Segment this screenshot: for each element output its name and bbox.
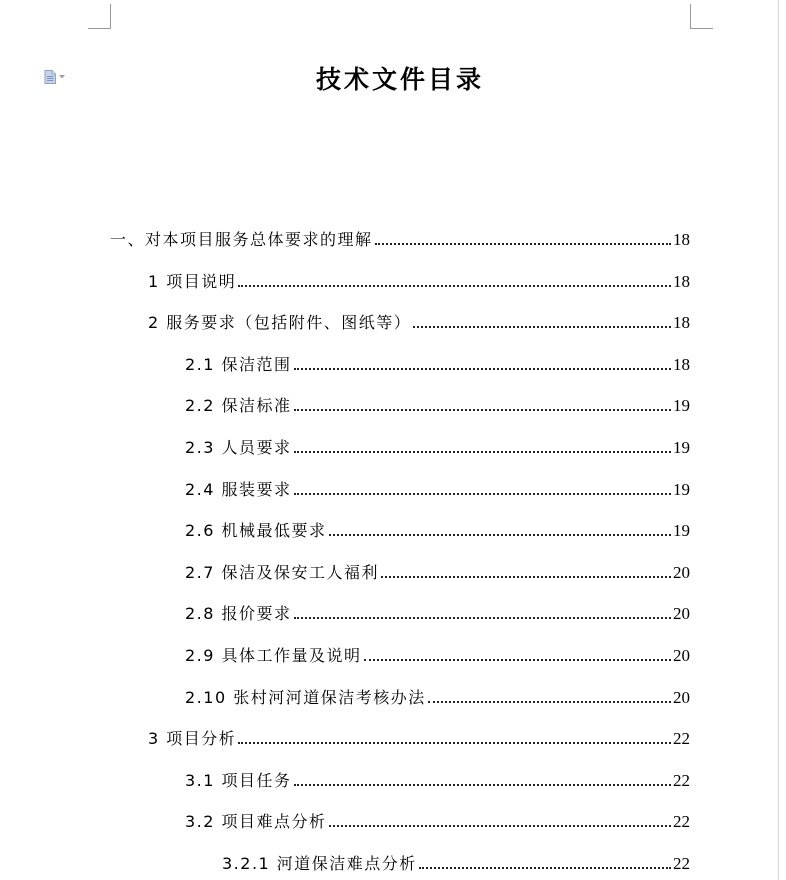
- toc-leader-dots: [294, 451, 671, 453]
- toc-entry-text: 2.7 保洁及保安工人福利: [185, 562, 380, 582]
- toc-entry[interactable]: [185, 517, 690, 541]
- toc-page-number: 18: [673, 271, 690, 291]
- toc-entry-text: 3 项目分析: [148, 729, 237, 749]
- toc-entry[interactable]: [185, 392, 690, 416]
- crop-mark-top-left: [88, 4, 111, 29]
- toc-entry-text: 2.3 人员要求: [185, 438, 292, 457]
- toc-leader-dots: [294, 409, 671, 411]
- toc-leader-dots: [294, 617, 671, 619]
- toc-entry-text: 2.8 报价要求: [185, 604, 292, 624]
- toc-leader-dots: [238, 285, 671, 287]
- toc-entry-text: 3.2.1 河道保洁难点分析: [222, 854, 417, 873]
- toc-page-number: 20: [673, 604, 690, 624]
- toc-entry-text: 2.10 张村河河道保洁考核办法: [185, 687, 426, 707]
- toc-entry-text: 1 项目说明: [148, 271, 237, 291]
- toc-leader-dots: [428, 701, 671, 703]
- toc-entry[interactable]: [148, 268, 690, 292]
- toc-page-number: 20: [673, 687, 690, 707]
- toc-page-number: 18: [673, 313, 690, 333]
- toc-entry[interactable]: [185, 642, 690, 666]
- toc-entry[interactable]: [148, 725, 690, 749]
- toc-entry[interactable]: [222, 850, 690, 874]
- toc-entry[interactable]: [185, 600, 690, 624]
- toc-page-number: 19: [673, 396, 690, 416]
- toc-entry[interactable]: [185, 351, 690, 375]
- toc-leader-dots: [419, 867, 671, 869]
- toc-entry[interactable]: [185, 559, 690, 583]
- toc-entry[interactable]: [185, 767, 690, 791]
- toc-entry-text: 2 服务要求（包括附件、图纸等）: [148, 313, 412, 333]
- toc-entry[interactable]: [185, 476, 690, 500]
- toc-leader-dots: [413, 326, 671, 328]
- toc-page-number: 18: [673, 354, 690, 374]
- toc-page-number: 20: [673, 646, 690, 665]
- toc-entry-text: 2.9 具体工作量及说明: [185, 646, 362, 665]
- toc-leader-dots: [364, 659, 671, 661]
- toc-entry[interactable]: [185, 434, 690, 458]
- page-right-edge: [778, 0, 779, 880]
- toc-page-number: 19: [673, 479, 690, 499]
- toc-leader-dots: [294, 368, 671, 370]
- toc-leader-dots: [329, 825, 671, 827]
- toc-page-number: 22: [673, 770, 690, 790]
- toc-leader-dots: [294, 784, 671, 786]
- toc-entry-text: 2.6 机械最低要求: [185, 521, 327, 541]
- toc-entry[interactable]: [185, 808, 690, 832]
- toc-entry-text: 3.2 项目难点分析: [185, 812, 327, 832]
- toc-entry-text: 3.1 项目任务: [185, 770, 292, 790]
- toc-page-number: 18: [673, 230, 690, 249]
- toc-leader-dots: [294, 493, 671, 495]
- crop-mark-top-right: [690, 4, 713, 29]
- toc-entry-text: 一、对本项目服务总体要求的理解: [110, 230, 373, 249]
- toc-page-number: 22: [673, 812, 690, 832]
- toc-entry[interactable]: [185, 684, 690, 708]
- toc-leader-dots: [238, 742, 671, 744]
- toc-leader-dots: [375, 243, 671, 245]
- page-title: 技术文件目录: [315, 65, 484, 94]
- toc-leader-dots: [381, 576, 671, 578]
- toc-entry-text: 2.4 服装要求: [185, 479, 292, 499]
- toc-page-number: 22: [673, 729, 690, 749]
- toc-entry[interactable]: [110, 226, 690, 250]
- toc-page-number: 19: [673, 438, 690, 457]
- toc-leader-dots: [329, 534, 671, 536]
- toc-page-number: 19: [673, 521, 690, 541]
- toc-entry-text: 2.2 保洁标准: [185, 396, 292, 416]
- toc-page-number: 22: [673, 854, 690, 873]
- toc-page-number: 20: [673, 562, 690, 582]
- toc-entry-text: 2.1 保洁范围: [185, 354, 292, 374]
- toc-entry[interactable]: [148, 309, 690, 333]
